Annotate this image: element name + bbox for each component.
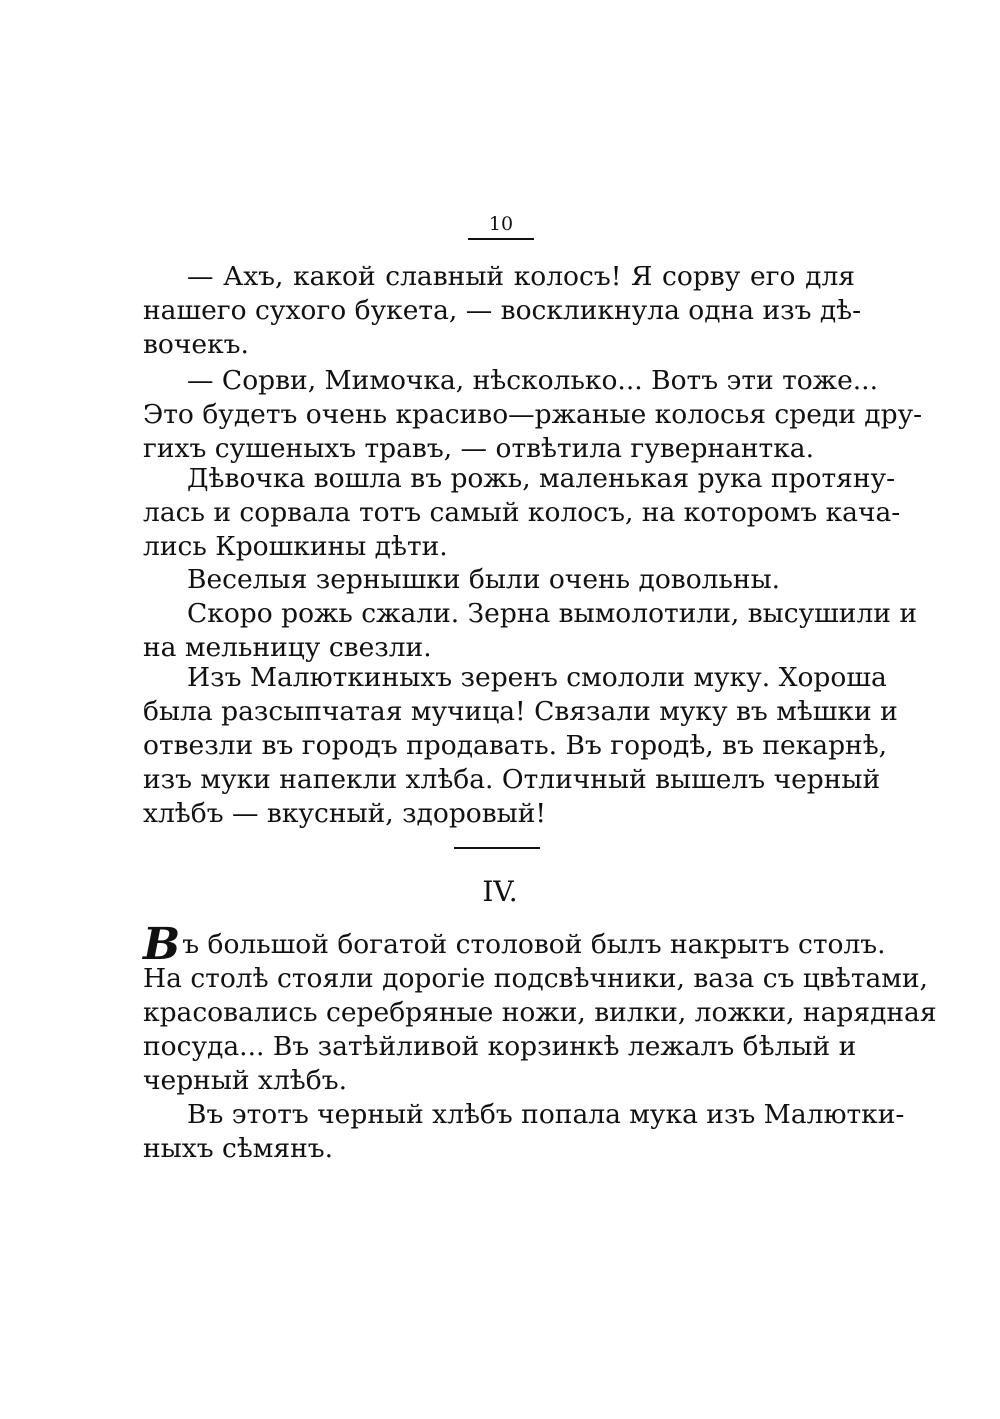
text-line: на мельницу свезли.	[143, 632, 432, 663]
text-line: черный хлѣбъ.	[143, 1065, 348, 1096]
text-line: Скоро рожь сжали. Зерна вымолотили, высушили и	[187, 598, 918, 629]
text-line: Въ этотъ черный хлѣбъ попала мука изъ Малютки-	[187, 1099, 905, 1130]
chapter-title: IV.	[482, 875, 518, 908]
text-line: лись Крошкины дѣти.	[143, 531, 448, 562]
paragraph-6	[143, 661, 898, 831]
text-line: хлѣбъ — вкусный, здоровый!	[143, 798, 547, 829]
text-line: — Ахъ, какой славный колосъ! Я сорву его для	[187, 261, 855, 292]
text-line: Дѣвочка вошла въ рожь, маленькая рука протяну-	[187, 463, 896, 494]
drop-cap: В	[143, 919, 181, 970]
section-divider	[454, 847, 540, 849]
paragraph-5	[143, 597, 918, 665]
text-line: Веселыя зернышки были очень довольны.	[187, 564, 781, 595]
paragraph-8	[143, 1098, 905, 1166]
text-line: — Сорви, Мимочка, нѣсколько... Вотъ эти тоже...	[187, 365, 879, 396]
text-line: вочекъ.	[143, 329, 249, 360]
text-line: ныхъ сѣмянъ.	[143, 1133, 334, 1164]
text-line: изъ муки напекли хлѣба. Отличный вышелъ черный	[143, 764, 881, 795]
paragraph-1	[143, 260, 862, 362]
paragraph-2	[143, 364, 923, 466]
text-line: была разсыпчатая мучица! Связали муку въ мѣшки и	[143, 696, 898, 727]
text-line: гихъ сушеныхъ травъ, — отвѣтила гувернантка.	[143, 433, 814, 464]
text-line: посуда... Въ затѣйливой корзинкѣ лежалъ бѣлый и	[143, 1031, 857, 1062]
text-line-dropcap	[143, 919, 886, 970]
paragraph-4	[143, 563, 855, 597]
text-line: ъ большой богатой столовой былъ накрытъ столъ.	[182, 929, 886, 960]
text-line: Изъ Малюткиныхъ зеренъ смололи муку. Хороша	[187, 662, 887, 693]
page-number: 10	[468, 212, 534, 240]
paragraph-3	[143, 462, 901, 564]
text-line: нашего сухого букета, — воскликнула одна изъ дѣ-	[143, 295, 862, 326]
text-line: лась и сорвала тотъ самый колосъ, на которомъ кача-	[143, 497, 901, 528]
text-line: На столѣ стояли дорогіе подсвѣчники, ваза съ цвѣтами,	[143, 963, 928, 994]
paragraph-7	[143, 919, 937, 1098]
text-line: Это будетъ очень красиво—ржаные колосья среди дру-	[143, 399, 923, 430]
text-line: красовались серебряные ножи, вилки, ложки, нарядная	[143, 997, 937, 1028]
text-line: отвезли въ городъ продавать. Въ городѣ, въ пекарнѣ,	[143, 730, 888, 761]
